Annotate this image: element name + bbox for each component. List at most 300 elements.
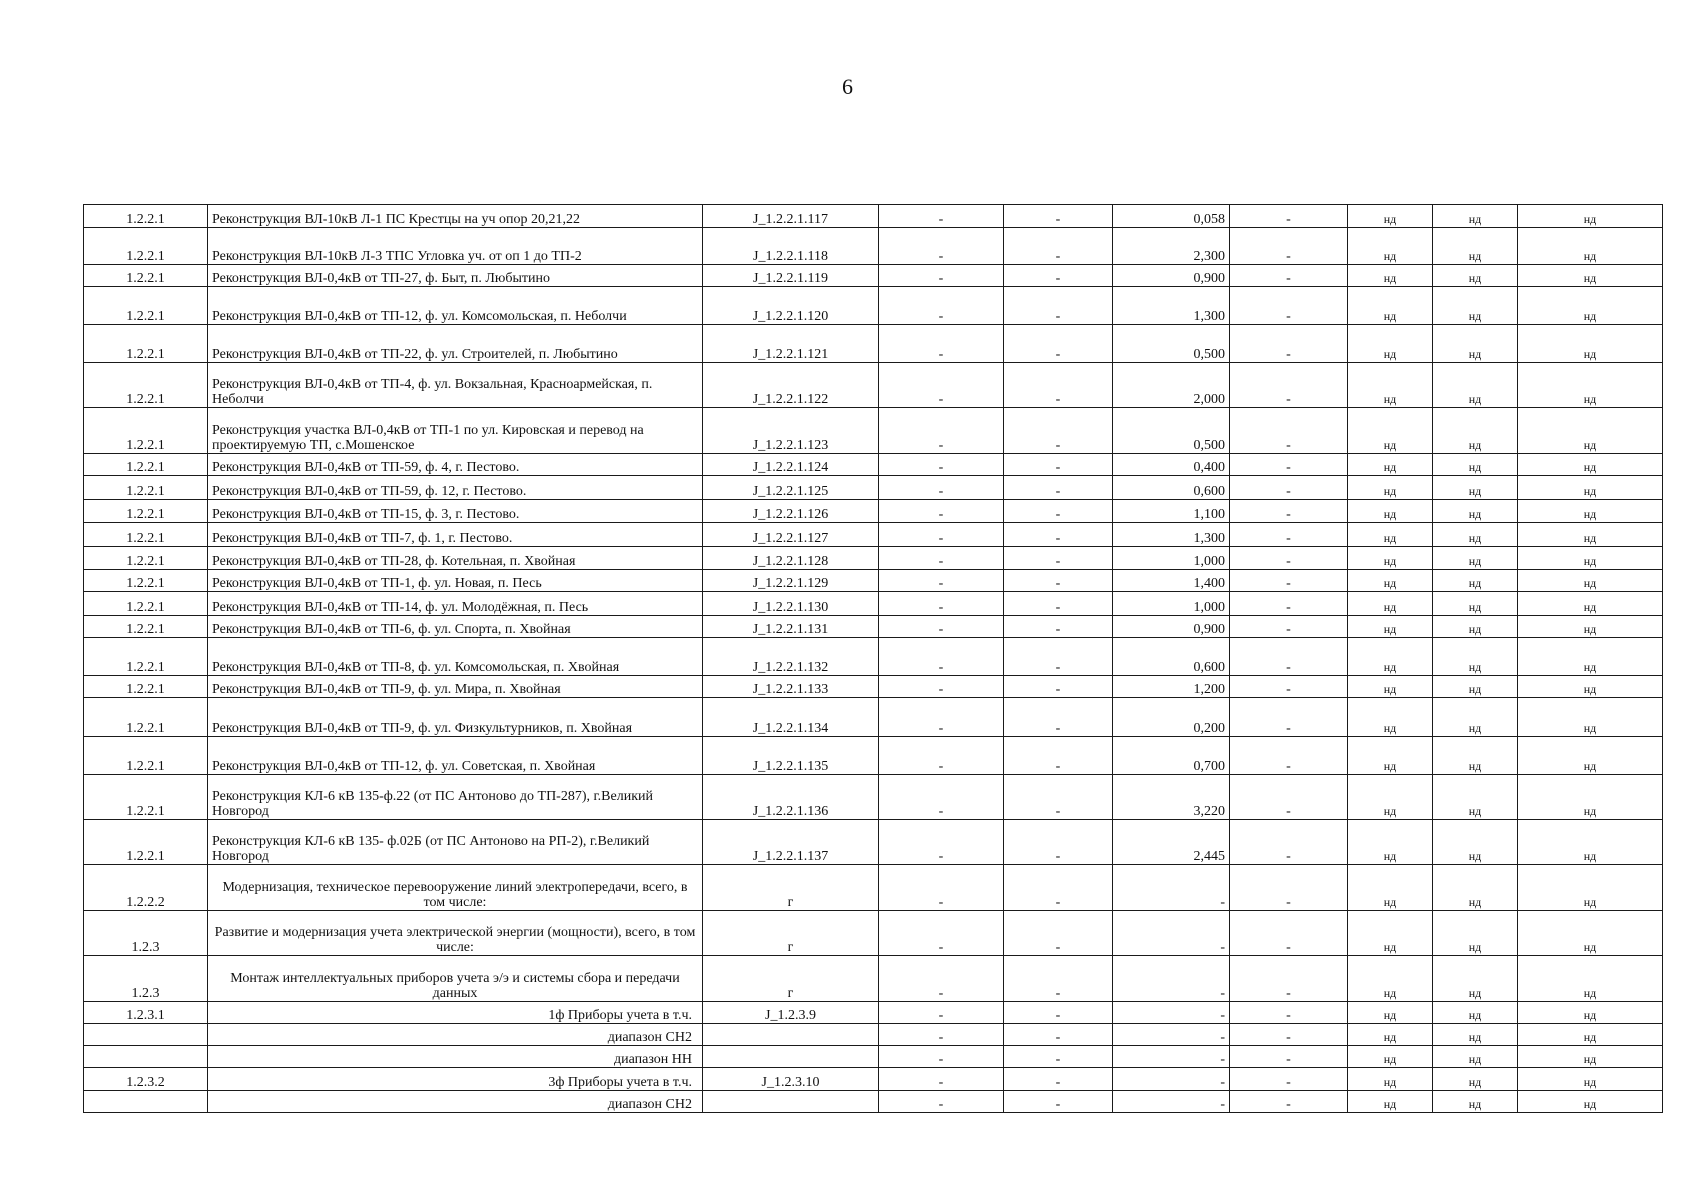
row-name: диапазон СН2 [208,1024,703,1046]
nd-cell: нд [1518,570,1663,592]
row-name: Реконструкция ВЛ-0,4кВ от ТП-59, ф. 4, г. Пестово. [208,454,703,476]
nd-cell: нд [1518,476,1663,500]
length-value: - [1113,911,1230,956]
row-name: Реконструкция ВЛ-0,4кВ от ТП-28, ф. Котельная, п. Хвойная [208,547,703,570]
table-row [84,500,1663,523]
row-number [84,1091,208,1113]
nd-cell: нд [1433,476,1518,500]
row-number: 1.2.2.1 [84,592,208,616]
nd-cell: нд [1348,865,1433,911]
length-value: 0,500 [1113,408,1230,454]
dash-cell: - [1004,1068,1113,1091]
dash-cell: - [1230,775,1348,820]
dash-cell: - [879,287,1004,325]
row-code: J_1.2.3.9 [703,1002,879,1024]
table-row [84,1046,1663,1068]
dash-cell: - [1230,616,1348,638]
nd-cell: нд [1348,820,1433,865]
row-name: 3ф Приборы учета в т.ч. [208,1068,703,1091]
nd-cell: нд [1433,1068,1518,1091]
dash-cell: - [879,865,1004,911]
nd-cell: нд [1518,698,1663,737]
dash-cell: - [879,616,1004,638]
row-number: 1.2.2.1 [84,737,208,775]
row-name: Реконструкция ВЛ-0,4кВ от ТП-4, ф. ул. Вокзальная, Красноармейская, п. Неболчи [208,363,703,408]
row-name: Реконструкция ВЛ-0,4кВ от ТП-7, ф. 1, г. Пестово. [208,523,703,547]
nd-cell: нд [1348,228,1433,265]
length-value: 0,600 [1113,638,1230,676]
row-number: 1.2.2.1 [84,616,208,638]
dash-cell: - [1230,865,1348,911]
row-code: J_1.2.2.1.127 [703,523,879,547]
nd-cell: нд [1518,325,1663,363]
row-code: г [703,865,879,911]
table-row [84,676,1663,698]
nd-cell: нд [1433,454,1518,476]
table-row [84,911,1663,956]
nd-cell: нд [1348,547,1433,570]
dash-cell: - [1230,363,1348,408]
table-row [84,228,1663,265]
nd-cell: нд [1518,523,1663,547]
nd-cell: нд [1518,1046,1663,1068]
nd-cell: нд [1433,325,1518,363]
length-value: - [1113,1046,1230,1068]
table-row [84,737,1663,775]
length-value: - [1113,956,1230,1002]
nd-cell: нд [1518,228,1663,265]
row-number: 1.2.2.1 [84,698,208,737]
length-value: 0,900 [1113,265,1230,287]
dash-cell: - [1230,408,1348,454]
row-number: 1.2.2.2 [84,865,208,911]
row-number: 1.2.3.1 [84,1002,208,1024]
dash-cell: - [879,911,1004,956]
table-row [84,325,1663,363]
nd-cell: нд [1433,737,1518,775]
dash-cell: - [1230,676,1348,698]
row-name: Реконструкция ВЛ-0,4кВ от ТП-6, ф. ул. Спорта, п. Хвойная [208,616,703,638]
nd-cell: нд [1518,454,1663,476]
dash-cell: - [1004,205,1113,228]
dash-cell: - [879,676,1004,698]
dash-cell: - [879,205,1004,228]
dash-cell: - [1230,500,1348,523]
row-code: J_1.2.2.1.132 [703,638,879,676]
row-name: Реконструкция ВЛ-10кВ Л-3 ТПС Угловка уч. от оп 1 до ТП-2 [208,228,703,265]
dash-cell: - [1004,325,1113,363]
table-row [84,775,1663,820]
nd-cell: нд [1348,911,1433,956]
length-value: 1,100 [1113,500,1230,523]
table-row [84,454,1663,476]
nd-cell: нд [1433,408,1518,454]
nd-cell: нд [1433,698,1518,737]
nd-cell: нд [1433,820,1518,865]
row-code: J_1.2.2.1.128 [703,547,879,570]
dash-cell: - [879,454,1004,476]
row-code: J_1.2.3.10 [703,1068,879,1091]
row-name: Реконструкция ВЛ-0,4кВ от ТП-12, ф. ул. Комсомольская, п. Неболчи [208,287,703,325]
nd-cell: нд [1348,363,1433,408]
nd-cell: нд [1433,363,1518,408]
nd-cell: нд [1518,616,1663,638]
table-row [84,205,1663,228]
row-number [84,1046,208,1068]
nd-cell: нд [1433,592,1518,616]
row-number: 1.2.2.1 [84,408,208,454]
dash-cell: - [879,592,1004,616]
row-name: диапазон НН [208,1046,703,1068]
row-number: 1.2.2.1 [84,205,208,228]
dash-cell: - [1230,698,1348,737]
length-value: 1,200 [1113,676,1230,698]
length-value: 1,300 [1113,523,1230,547]
nd-cell: нд [1518,737,1663,775]
row-name: Реконструкция КЛ-6 кВ 135- ф.02Б (от ПС Антоново на РП-2), г.Великий Новгород [208,820,703,865]
nd-cell: нд [1348,592,1433,616]
dash-cell: - [1004,500,1113,523]
length-value: 0,400 [1113,454,1230,476]
row-number: 1.2.3.2 [84,1068,208,1091]
length-value: 1,000 [1113,547,1230,570]
row-name: 1ф Приборы учета в т.ч. [208,1002,703,1024]
nd-cell: нд [1348,956,1433,1002]
row-code: J_1.2.2.1.122 [703,363,879,408]
dash-cell: - [1230,1068,1348,1091]
dash-cell: - [1230,1091,1348,1113]
dash-cell: - [1004,956,1113,1002]
dash-cell: - [1230,1046,1348,1068]
nd-cell: нд [1348,1024,1433,1046]
nd-cell: нд [1518,676,1663,698]
row-number: 1.2.3 [84,956,208,1002]
nd-cell: нд [1433,638,1518,676]
dash-cell: - [1004,363,1113,408]
row-name: Монтаж интеллектуальных приборов учета э/э и системы сбора и передачи данных [208,956,703,1002]
table-row [84,956,1663,1002]
row-number: 1.2.2.1 [84,820,208,865]
dash-cell: - [1004,737,1113,775]
dash-cell: - [879,363,1004,408]
row-name: Развитие и модернизация учета электрической энергии (мощности), всего, в том числе: [208,911,703,956]
nd-cell: нд [1518,1002,1663,1024]
nd-cell: нд [1348,1002,1433,1024]
dash-cell: - [1004,775,1113,820]
row-name: Реконструкция ВЛ-0,4кВ от ТП-1, ф. ул. Новая, п. Песь [208,570,703,592]
row-name: Модернизация, техническое перевооружение линий электропередачи, всего, в том числе: [208,865,703,911]
nd-cell: нд [1433,911,1518,956]
table-row [84,408,1663,454]
dash-cell: - [1230,820,1348,865]
length-value: 1,400 [1113,570,1230,592]
table-body [84,205,1663,1113]
nd-cell: нд [1348,775,1433,820]
nd-cell: нд [1518,500,1663,523]
nd-cell: нд [1348,737,1433,775]
dash-cell: - [1230,1024,1348,1046]
dash-cell: - [1004,698,1113,737]
dash-cell: - [1230,205,1348,228]
row-name: Реконструкция ВЛ-0,4кВ от ТП-9, ф. ул. Мира, п. Хвойная [208,676,703,698]
dash-cell: - [1230,1002,1348,1024]
dash-cell: - [879,265,1004,287]
row-code: J_1.2.2.1.123 [703,408,879,454]
dash-cell: - [879,228,1004,265]
row-code: J_1.2.2.1.136 [703,775,879,820]
dash-cell: - [1004,865,1113,911]
dash-cell: - [1004,523,1113,547]
nd-cell: нд [1348,676,1433,698]
dash-cell: - [1004,820,1113,865]
table-row [84,1068,1663,1091]
dash-cell: - [1230,547,1348,570]
nd-cell: нд [1518,287,1663,325]
length-value: 0,900 [1113,616,1230,638]
nd-cell: нд [1518,820,1663,865]
dash-cell: - [879,476,1004,500]
length-value: - [1113,1024,1230,1046]
row-code: J_1.2.2.1.134 [703,698,879,737]
nd-cell: нд [1433,775,1518,820]
nd-cell: нд [1518,956,1663,1002]
investment-table [83,204,1663,1113]
table-row [84,698,1663,737]
nd-cell: нд [1348,570,1433,592]
dash-cell: - [1004,570,1113,592]
row-code: г [703,956,879,1002]
row-name: Реконструкция ВЛ-0,4кВ от ТП-15, ф. 3, г. Пестово. [208,500,703,523]
nd-cell: нд [1348,476,1433,500]
table-row [84,265,1663,287]
nd-cell: нд [1348,1046,1433,1068]
table-row [84,523,1663,547]
nd-cell: нд [1433,570,1518,592]
dash-cell: - [879,737,1004,775]
row-number: 1.2.2.1 [84,676,208,698]
dash-cell: - [1004,1002,1113,1024]
table-row [84,820,1663,865]
row-name: Реконструкция ВЛ-0,4кВ от ТП-9, ф. ул. Физкультурников, п. Хвойная [208,698,703,737]
length-value: 0,500 [1113,325,1230,363]
row-code: J_1.2.2.1.121 [703,325,879,363]
dash-cell: - [879,1091,1004,1113]
table-row [84,1091,1663,1113]
row-code: г [703,911,879,956]
page-number: 6 [842,74,853,99]
row-number: 1.2.2.1 [84,775,208,820]
table-row [84,287,1663,325]
row-code: J_1.2.2.1.118 [703,228,879,265]
dash-cell: - [1004,1046,1113,1068]
nd-cell: нд [1518,1091,1663,1113]
dash-cell: - [879,547,1004,570]
nd-cell: нд [1433,265,1518,287]
row-number: 1.2.2.1 [84,570,208,592]
nd-cell: нд [1518,408,1663,454]
nd-cell: нд [1433,676,1518,698]
nd-cell: нд [1433,956,1518,1002]
dash-cell: - [879,698,1004,737]
dash-cell: - [1004,676,1113,698]
row-code: J_1.2.2.1.131 [703,616,879,638]
dash-cell: - [1004,638,1113,676]
nd-cell: нд [1348,205,1433,228]
length-value: 2,300 [1113,228,1230,265]
table-row [84,638,1663,676]
length-value: - [1113,865,1230,911]
dash-cell: - [1230,287,1348,325]
row-number: 1.2.2.1 [84,363,208,408]
table-row [84,616,1663,638]
dash-cell: - [879,408,1004,454]
row-name: Реконструкция ВЛ-0,4кВ от ТП-8, ф. ул. Комсомольская, п. Хвойная [208,638,703,676]
dash-cell: - [1230,454,1348,476]
dash-cell: - [1230,911,1348,956]
dash-cell: - [879,523,1004,547]
length-value: 0,200 [1113,698,1230,737]
row-name: Реконструкция КЛ-6 кВ 135-ф.22 (от ПС Антоново до ТП-287), г.Великий Новгород [208,775,703,820]
nd-cell: нд [1348,454,1433,476]
dash-cell: - [1230,737,1348,775]
dash-cell: - [1004,592,1113,616]
nd-cell: нд [1433,865,1518,911]
table-row [84,865,1663,911]
table-row [84,547,1663,570]
dash-cell: - [1004,547,1113,570]
nd-cell: нд [1518,205,1663,228]
row-name: Реконструкция ВЛ-10кВ Л-1 ПС Крестцы на уч опор 20,21,22 [208,205,703,228]
row-code: J_1.2.2.1.130 [703,592,879,616]
nd-cell: нд [1348,287,1433,325]
table-row [84,476,1663,500]
row-number: 1.2.2.1 [84,523,208,547]
row-number: 1.2.2.1 [84,454,208,476]
nd-cell: нд [1433,523,1518,547]
nd-cell: нд [1518,547,1663,570]
length-value: 1,000 [1113,592,1230,616]
dash-cell: - [879,820,1004,865]
dash-cell: - [1004,476,1113,500]
row-code [703,1024,879,1046]
nd-cell: нд [1433,500,1518,523]
nd-cell: нд [1433,1046,1518,1068]
nd-cell: нд [1348,1091,1433,1113]
nd-cell: нд [1518,592,1663,616]
table-row [84,1002,1663,1024]
dash-cell: - [879,1024,1004,1046]
table-row [84,363,1663,408]
dash-cell: - [879,1002,1004,1024]
row-name: Реконструкция ВЛ-0,4кВ от ТП-14, ф. ул. Молодёжная, п. Песь [208,592,703,616]
dash-cell: - [1230,592,1348,616]
nd-cell: нд [1433,1091,1518,1113]
length-value: - [1113,1068,1230,1091]
length-value: 2,445 [1113,820,1230,865]
nd-cell: нд [1348,638,1433,676]
row-number: 1.2.2.1 [84,638,208,676]
nd-cell: нд [1518,265,1663,287]
length-value: - [1113,1091,1230,1113]
nd-cell: нд [1433,228,1518,265]
table-row [84,592,1663,616]
dash-cell: - [1004,265,1113,287]
dash-cell: - [1004,1091,1113,1113]
length-value: 2,000 [1113,363,1230,408]
dash-cell: - [879,638,1004,676]
table-row [84,570,1663,592]
row-code: J_1.2.2.1.126 [703,500,879,523]
row-number: 1.2.2.1 [84,265,208,287]
dash-cell: - [879,956,1004,1002]
length-value: 0,058 [1113,205,1230,228]
dash-cell: - [879,325,1004,363]
nd-cell: нд [1518,775,1663,820]
row-code: J_1.2.2.1.137 [703,820,879,865]
dash-cell: - [1230,523,1348,547]
row-number: 1.2.2.1 [84,547,208,570]
row-name: Реконструкция участка ВЛ-0,4кВ от ТП-1 по ул. Кировская и перевод на проектируемую ТП, с.Мошенское [208,408,703,454]
nd-cell: нд [1433,1002,1518,1024]
row-name: Реконструкция ВЛ-0,4кВ от ТП-12, ф. ул. Советская, п. Хвойная [208,737,703,775]
row-code: J_1.2.2.1.133 [703,676,879,698]
row-name: диапазон СН2 [208,1091,703,1113]
row-code: J_1.2.2.1.119 [703,265,879,287]
nd-cell: нд [1433,205,1518,228]
nd-cell: нд [1518,363,1663,408]
nd-cell: нд [1348,325,1433,363]
nd-cell: нд [1433,616,1518,638]
length-value: 1,300 [1113,287,1230,325]
dash-cell: - [1004,911,1113,956]
row-code [703,1046,879,1068]
nd-cell: нд [1348,500,1433,523]
length-value: 0,700 [1113,737,1230,775]
dash-cell: - [879,775,1004,820]
nd-cell: нд [1433,287,1518,325]
dash-cell: - [879,500,1004,523]
nd-cell: нд [1518,638,1663,676]
nd-cell: нд [1348,408,1433,454]
row-number: 1.2.2.1 [84,228,208,265]
table-row [84,1024,1663,1046]
row-number: 1.2.2.1 [84,287,208,325]
nd-cell: нд [1518,911,1663,956]
nd-cell: нд [1348,265,1433,287]
dash-cell: - [1004,454,1113,476]
dash-cell: - [879,1046,1004,1068]
dash-cell: - [1004,1024,1113,1046]
row-number: 1.2.3 [84,911,208,956]
nd-cell: нд [1348,523,1433,547]
length-value: 0,600 [1113,476,1230,500]
row-name: Реконструкция ВЛ-0,4кВ от ТП-27, ф. Быт, п. Любытино [208,265,703,287]
dash-cell: - [1230,956,1348,1002]
row-name: Реконструкция ВЛ-0,4кВ от ТП-59, ф. 12, г. Пестово. [208,476,703,500]
dash-cell: - [1230,570,1348,592]
dash-cell: - [1230,325,1348,363]
row-number [84,1024,208,1046]
row-number: 1.2.2.1 [84,500,208,523]
dash-cell: - [1230,476,1348,500]
length-value: - [1113,1002,1230,1024]
dash-cell: - [1230,265,1348,287]
nd-cell: нд [1518,865,1663,911]
length-value: 3,220 [1113,775,1230,820]
nd-cell: нд [1518,1068,1663,1091]
dash-cell: - [1230,638,1348,676]
row-code: J_1.2.2.1.120 [703,287,879,325]
